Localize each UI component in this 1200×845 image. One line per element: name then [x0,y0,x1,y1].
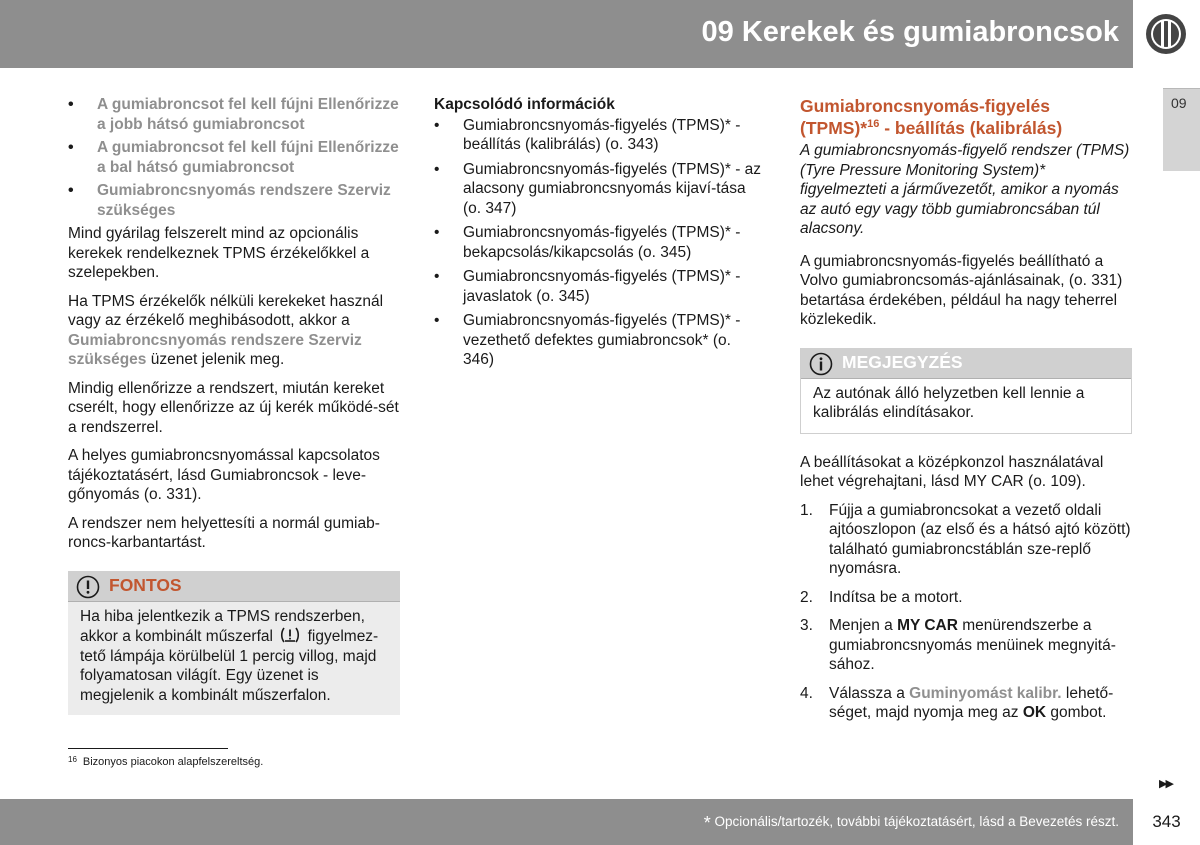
related-link[interactable]: • Gumiabroncsnyomás-figyelés (TPMS)* - bekapcsolás/kikapcsolás (o. 345) [434,223,764,262]
highlighted-message: Gumiabroncsnyomás rendszere Szerviz szükséges [68,331,362,368]
footer-note: * Opcionális/tartozék, további tájékoztatásért, lásd a Bevezetés részt. [703,813,1119,833]
important-box-body: Ha hiba jelentkezik a TPMS rendszerben, akkor a kombinált műszerfal figyelmez-tető lámpája körülbelül 1 percig villog, majd folyamatosan világít. Egy üzenet is megjelenik a kombinált műszerfalon. [80,607,379,704]
paragraph: Ha TPMS érzékelők nélküli kerekeket használ vagy az érzékelő meghibásodott, akkor a Gumiabroncsnyomás rendszere Szerviz szükséges üzenet jelenik meg. [68,292,384,368]
related-link[interactable]: • Gumiabroncsnyomás-figyelés (TPMS)* - beállítás (kalibrálás) (o. 343) [434,116,764,155]
menu-option: Guminyomást kalibr. [909,684,1062,702]
intro-paragraph: A gumiabroncsnyomás-figyelő rendszer (TPMS) (Tyre Pressure Monitoring System)* figyelmezteti a járművezetőt, amikor a nyomás az autó egy vagy több gumiabroncsában túl alacsony. [800,142,1130,237]
chapter-icon-box [1133,0,1200,68]
step-item: 3. Menjen a MY CAR menürendszerbe a gumiabroncsnyomás menüinek megnyitá-sához. [800,617,1116,673]
paragraph: A helyes gumiabroncsnyomással kapcsolatos tájékoztatásért, lásd Gumiabroncsok - leve-gőnyomás (o. 331). [68,447,380,503]
column-right [800,95,1132,732]
chapter-title: 09 Kerekek és gumiabroncsok [701,16,1119,48]
important-box-title: FONTOS [109,574,182,595]
note-box-header [801,348,1131,379]
related-info-list [434,116,764,370]
button-name: OK [1022,704,1047,721]
step-item: 1. Fújja a gumiabroncsokat a vezető oldali ajtóoszlopon (az első és a hátsó ajtó között) található gumiabroncstáblán sze-replő nyomásra. [800,501,1131,577]
paragraph: A rendszer nem helyettesíti a normál gumiab-roncs-karbantartást. [68,514,380,551]
step-item: 2. Indítsa be a motort. [800,588,963,606]
list-item: • A gumiabroncsot fel kell fújni Ellenőrizze a bal hátsó gumiabroncsot [68,138,400,177]
tire-icon [1144,12,1188,56]
step-number: 2. [800,588,813,606]
related-link[interactable]: • Gumiabroncsnyomás-figyelés (TPMS)* - vezethető defektes gumiabroncsok* (o. 346) [434,311,764,370]
page-header [0,0,1133,68]
related-info-heading: Kapcsolódó információk [434,96,615,113]
step-number: 4. [800,684,813,702]
info-icon [809,352,833,376]
important-box-header [68,571,400,602]
page-number: 343 [1152,812,1181,831]
chapter-tab-label: 09 [1171,95,1187,111]
column-middle [434,95,764,375]
section-heading: Gumiabroncsnyomás-figyelés (TPMS)*$^{16}$ - beállítás (kalibrálás) [800,96,1063,138]
note-box [800,348,1132,434]
footnote-ref: 16 [867,118,880,130]
paragraph: A gumiabroncsnyomás-figyelés beállítható a Volvo gumiabroncsomás-ajánlásainak, (o. 331) betartása érdekében, például ha nagy teherrel közlekedik. [800,252,1123,328]
column-left [68,95,400,734]
paragraph: A beállításokat a középkonzol használatával lehet végrehajtani, lásd MY CAR (o. 109). [800,453,1104,490]
related-link[interactable]: • Gumiabroncsnyomás-figyelés (TPMS)* - az alacsony gumiabroncsnyomás kijaví-tása (o. 347) [434,160,764,219]
note-box-body: Az autónak álló helyzetben kell lennie a kalibrálás elindításakor. [813,384,1085,421]
steps-list [800,501,1132,723]
paragraph: Mindig ellenőrizze a rendszert, miután kereket cserélt, hogy ellenőrizze az új kerék működé-sét a rendszerrel. [68,379,399,436]
warning-icon [76,575,100,599]
list-item: • Gumiabroncsnyomás rendszere Szerviz szükséges [68,181,400,220]
footnote-number: 16 [68,755,77,764]
chapter-tab[interactable] [1163,88,1200,171]
menu-name: MY CAR [897,617,958,634]
footnote: $^{16}$ Bizonyos piacokon alapfelszereltség. [68,755,264,768]
continue-arrow-icon: ▶▶ [1159,778,1172,790]
step-number: 1. [800,501,813,519]
important-box [68,571,400,716]
step-number: 3. [800,617,813,634]
step-item: 4. Válassza a Guminyomást kalibr. lehető-séget, majd nyomja meg az OK gombot. [800,684,1114,721]
footnote-divider [68,748,228,749]
note-box-title: MEGJEGYZÉS [842,351,963,372]
paragraph: Mind gyárilag felszerelt mind az opcionális kerekek rendelkeznek TPMS érzékelőkkel a szelepekben. [68,225,370,281]
related-link[interactable]: • Gumiabroncsnyomás-figyelés (TPMS)* - javaslatok (o. 345) [434,267,764,306]
page-footer [0,799,1133,845]
warning-message-list [68,95,400,220]
list-item: • A gumiabroncsot fel kell fújni Ellenőrizze a jobb hátsó gumiabroncsot [68,95,400,134]
tire-pressure-warning-icon [280,626,300,644]
